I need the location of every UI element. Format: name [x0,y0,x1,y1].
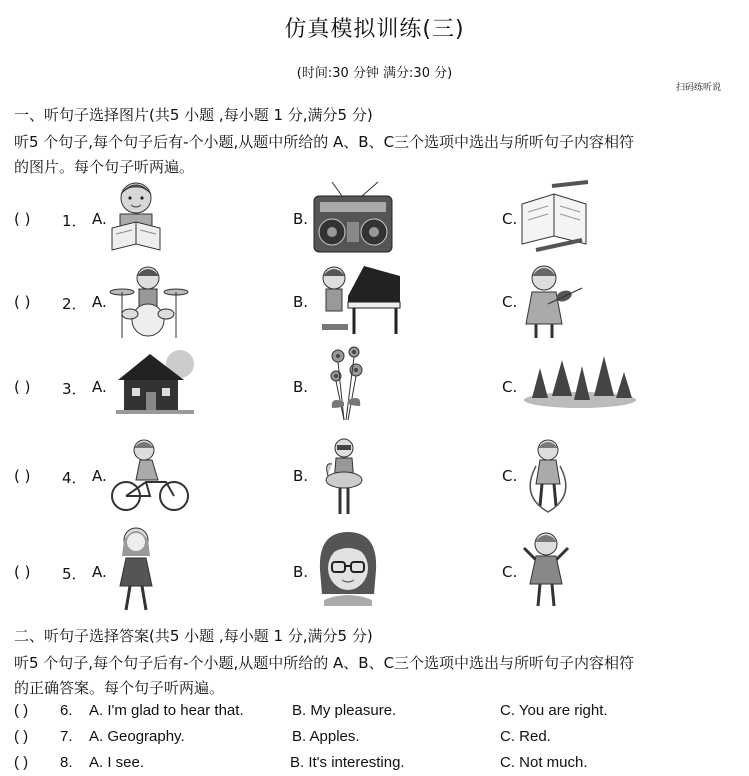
option-b-label: B. [293,563,309,581]
option-a-label: A. [92,467,107,485]
girl-skipping-rope-image[interactable] [518,436,580,514]
question-number: 3． [62,380,87,398]
option-b-text[interactable]: B. It's interesting. [290,754,405,771]
option-a-text[interactable]: A. I'm glad to hear that. [89,702,244,719]
section2-instruction-line2: 的正确答案。每个句子听两遍。 [14,679,225,697]
girl-riding-bike-image[interactable] [110,436,190,514]
question-number: 2． [62,295,87,313]
option-a-text[interactable]: A. I see. [89,754,145,771]
option-a-label: A. [92,210,107,228]
option-c-label: C. [502,293,518,311]
option-b-label: B. [293,467,309,485]
option-b-text[interactable]: B. Apples. [292,728,360,745]
option-b-label: B. [293,378,309,396]
question-number: 1． [62,212,87,230]
girl-playing-drums-image[interactable] [108,262,190,340]
section1-instruction-line1: 听5 个句子,每个句子后有-个小题,从题中所给的 A、B、C三个选项中选出与所听句子内容相符 [14,133,635,151]
trees-image[interactable] [522,350,640,410]
answer-blank[interactable]: ( ) [14,563,31,581]
answer-blank[interactable]: ( ) [14,754,29,771]
section1-instruction-line2: 的图片。每个句子听两遍。 [14,158,195,176]
section2-instruction-line1: 听5 个句子,每个句子后有-个小题,从题中所给的 A、B、C三个选项中选出与所听句子内容相符 [14,654,635,672]
time-score-info: (时间:30 分钟 满分:30 分) [296,66,453,81]
page-title: 仿真模拟训练(三) [284,17,465,42]
answer-blank[interactable]: ( ) [14,728,29,745]
option-a-label: A. [92,563,107,581]
option-a-label: A. [92,378,107,396]
section2-heading: 二、听句子选择答案(共5 小题 ,每小题 1 分,满分5 分) [14,627,373,645]
answer-blank[interactable]: ( ) [14,378,31,396]
option-c-label: C. [502,378,518,396]
girl-with-swim-ring-image[interactable] [324,436,364,516]
girl-with-glasses-image[interactable] [316,530,380,606]
option-c-label: C. [502,467,518,485]
radio-boombox-image[interactable] [312,180,394,254]
option-b-label: B. [293,293,309,311]
question-number: 6. [60,702,73,719]
answer-blank[interactable]: ( ) [14,467,31,485]
flowers-image[interactable] [326,346,366,424]
option-a-label: A. [92,293,107,311]
answer-blank[interactable]: ( ) [14,293,31,311]
option-b-text[interactable]: B. My pleasure. [292,702,397,719]
question-number: 8. [60,754,73,771]
question-number: 5． [62,565,87,583]
girl-playing-violin-image[interactable] [518,262,584,340]
option-c-label: C. [502,210,518,228]
option-b-label: B. [293,210,309,228]
girl-playing-piano-image[interactable] [312,262,402,336]
option-c-text[interactable]: C. Red. [500,728,551,745]
option-c-text[interactable]: C. Not much. [500,754,588,771]
qr-note: 扫码练听说 [675,83,721,93]
question-number: 4． [62,469,87,487]
answer-blank[interactable]: ( ) [14,210,31,228]
boy-reading-book-image[interactable] [108,176,164,254]
girl-jumping-image[interactable] [520,530,572,610]
book-and-pencils-image[interactable] [518,180,592,254]
girl-walking-image[interactable] [112,526,160,612]
answer-blank[interactable]: ( ) [14,702,29,719]
question-number: 7. [60,728,73,745]
option-c-text[interactable]: C. You are right. [500,702,608,719]
section1-heading: 一、听句子选择图片(共5 小题 ,每小题 1 分,满分5 分) [14,106,373,124]
option-c-label: C. [502,563,518,581]
house-image[interactable] [112,350,196,416]
option-a-text[interactable]: A. Geography. [89,728,185,745]
